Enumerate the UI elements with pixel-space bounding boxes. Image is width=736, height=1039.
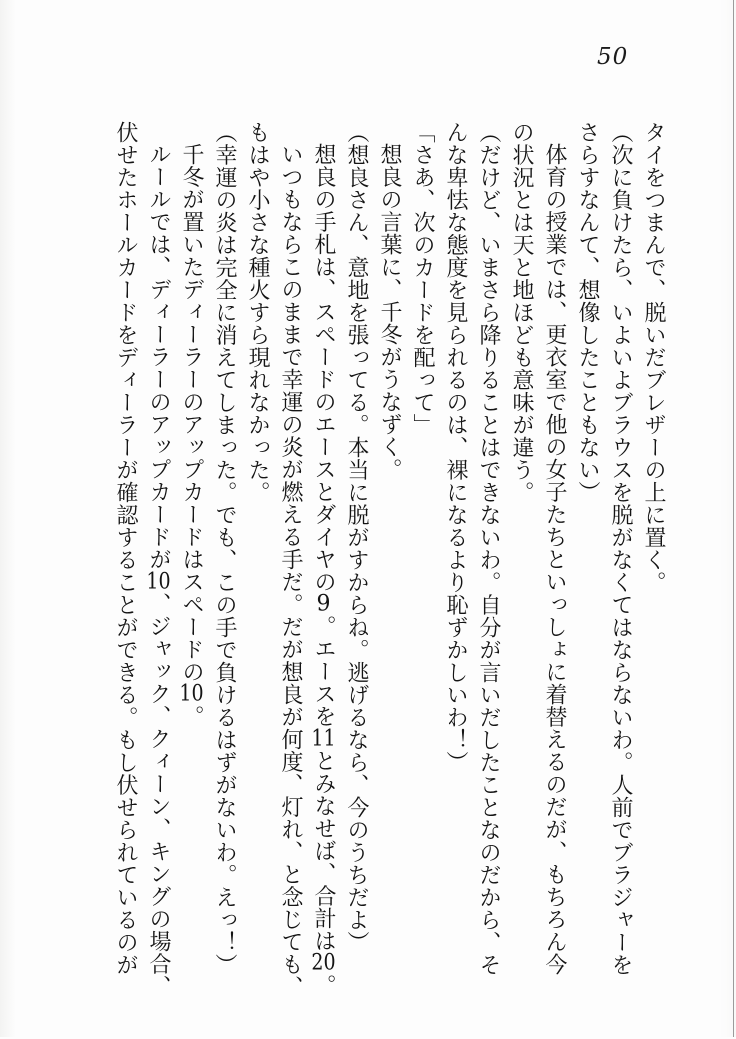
page-edge-line [733, 0, 734, 1037]
text-line: 想良の手札は、スペードのエースとダイヤの9。エースを11とみなせば、合計は20。 [311, 143, 336, 997]
text-line: 伏せたホールカードをディーラーが確認することができる。もし伏せられているのが [113, 121, 138, 976]
text-line: 千冬が置いたディーラーのアップカードはスペードの10。 [179, 143, 204, 728]
page-text-block [109, 121, 670, 1039]
text-line: さらすなんて、想像したこともない） [575, 121, 600, 504]
text-line: （想良さん、意地を張ってる。本当に脱がすからね。逃げるなら、今のうちだよ） [344, 121, 369, 954]
text-line: （幸運の炎は完全に消えてしまった。でも、この手で負けるはずがないわ。えっ！） [212, 121, 237, 976]
text-line: んな卑怯な態度を見られるのは、裸になるより恥ずかしいわ！） [443, 121, 468, 774]
text-line: の状況とは天と地ほども意味が違う。 [509, 121, 534, 504]
text-line: ルールでは、ディーラーのアップカードが10、ジャック、クィーン、キングの場合、 [146, 143, 171, 998]
text-line: 「さあ、次のカードを配って」 [410, 121, 435, 436]
text-line: タイをつまんで、脱いだブレザーの上に置く。 [641, 121, 666, 594]
text-line: 想良の言葉に、千冬がうなずく。 [377, 143, 402, 481]
text-line: いつもならこのままで幸運の炎が燃える手だ。だが想良が何度、灯れ、と念じても、 [278, 143, 303, 998]
text-line: （次に負けたら、いよいよブラウスを脱がなくてはならないわ。人前でブラジャーを [608, 121, 633, 976]
page-number: 50 [597, 44, 629, 70]
text-line: （だけど、いまさら降りることはできないわ。自分が言いだしたことなのだから、そ [476, 121, 501, 976]
text-line: 体育の授業では、更衣室で他の女子たちといっしょに着替えるのだが、もちろん今 [542, 143, 567, 976]
text-line: もはや小さな種火すら現れなかった。 [245, 121, 270, 504]
